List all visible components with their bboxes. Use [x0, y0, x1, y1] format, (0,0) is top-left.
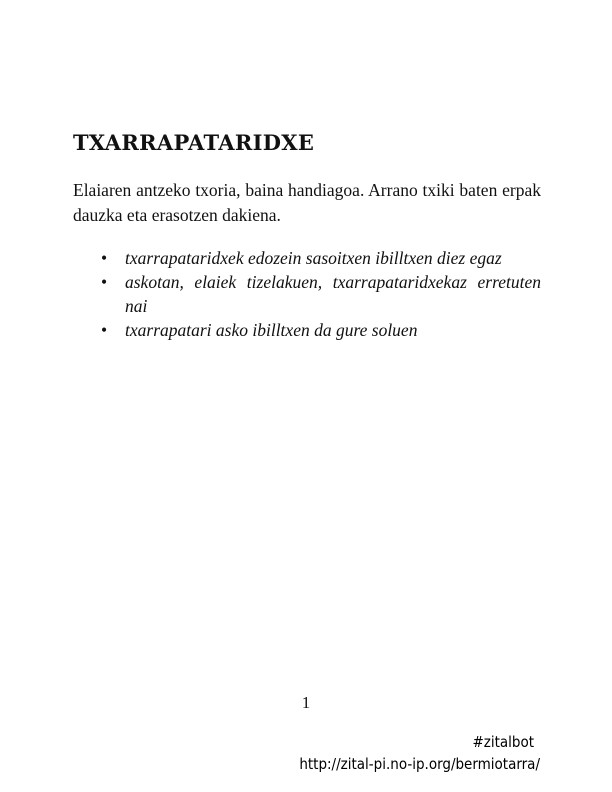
bullet-icon: • [101, 320, 108, 340]
footer-credits [299, 731, 540, 775]
footer-hashtag: #zitalbot [472, 733, 534, 751]
bullet-icon: • [101, 272, 108, 292]
footer-url: http://zital-pi.no-ip.org/bermiotarra/ [299, 755, 540, 773]
bullet-icon: • [101, 248, 108, 268]
list-item [73, 246, 541, 270]
list-item [73, 270, 541, 318]
page-number: 1 [301, 693, 311, 712]
example-text: askotan, elaiek tizelakuen, txarrapataridxekaz erretuten nai [125, 272, 541, 316]
entry-title: TXARRAPATARIDXE [73, 130, 315, 155]
example-text: txarrapataridxek edozein sasoitxen ibilltxen diez egaz [125, 248, 502, 268]
example-list [73, 246, 541, 342]
example-text: txarrapatari asko ibilltxen da gure soluen [125, 320, 418, 340]
list-item [73, 318, 541, 342]
entry-definition: Elaiaren antzeko txoria, baina handiagoa. Arrano txiki baten erpak dauzka eta erasotzen dakiena. [73, 180, 541, 225]
